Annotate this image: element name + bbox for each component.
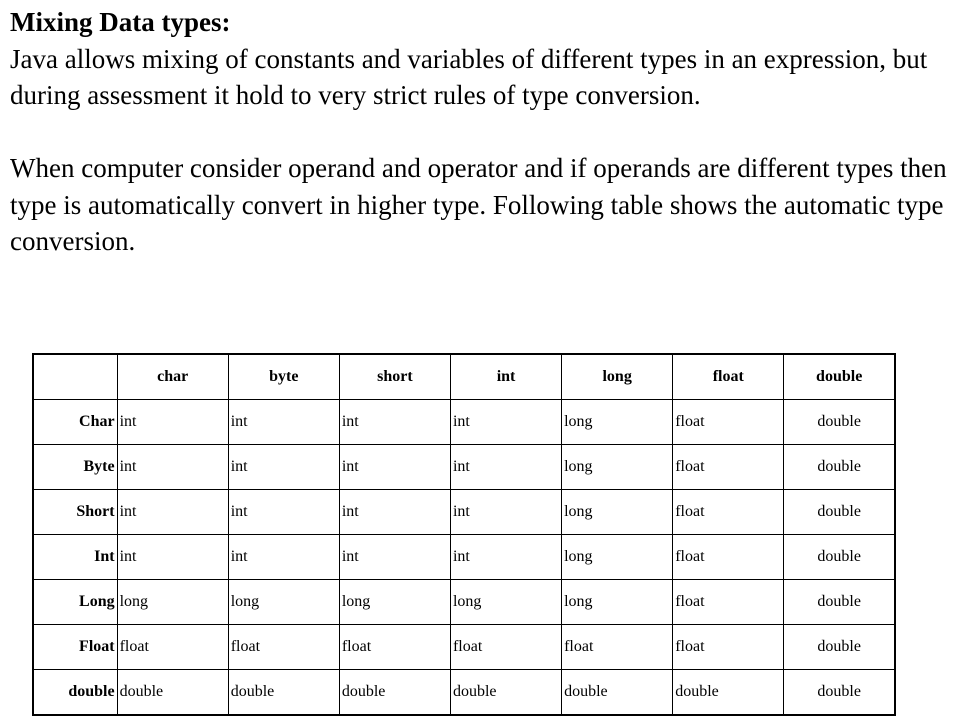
row-header: double — [33, 670, 117, 716]
table-cell: float — [673, 535, 784, 580]
table-cell: double — [784, 670, 895, 716]
table-cell: int — [117, 445, 228, 490]
table-cell: long — [228, 580, 339, 625]
table-cell: int — [339, 445, 450, 490]
table-cell: double — [784, 400, 895, 445]
table-cell: long — [450, 580, 561, 625]
type-conversion-table — [32, 353, 896, 716]
table-body — [33, 400, 895, 716]
table-cell: int — [339, 535, 450, 580]
row-header: Long — [33, 580, 117, 625]
table-cell: double — [450, 670, 561, 716]
row-header: Byte — [33, 445, 117, 490]
table-cell: long — [562, 400, 673, 445]
column-header: int — [450, 354, 561, 400]
table-cell: int — [450, 490, 561, 535]
table-cell: float — [673, 400, 784, 445]
header-row — [33, 354, 895, 400]
column-header: long — [562, 354, 673, 400]
table-cell: float — [562, 625, 673, 670]
table-cell: float — [450, 625, 561, 670]
table-cell: double — [673, 670, 784, 716]
table-cell: double — [562, 670, 673, 716]
table-cell: double — [784, 445, 895, 490]
table-cell: float — [117, 625, 228, 670]
table-row — [33, 535, 895, 580]
intro-paragraph: Java allows mixing of constants and variables of different types in an expression, but during assessment it hold to very strict rules of type conversion. — [10, 43, 928, 110]
column-header: float — [673, 354, 784, 400]
section-heading: Mixing Data types: — [10, 7, 231, 37]
table-cell: long — [117, 580, 228, 625]
table-cell: int — [228, 490, 339, 535]
table-cell: double — [784, 535, 895, 580]
table-cell: double — [339, 670, 450, 716]
table-cell: int — [450, 445, 561, 490]
table-cell: int — [450, 400, 561, 445]
table-cell: float — [673, 490, 784, 535]
table-cell: double — [228, 670, 339, 716]
table-cell: int — [339, 400, 450, 445]
table-cell: float — [228, 625, 339, 670]
table-cell: long — [562, 445, 673, 490]
row-header: Int — [33, 535, 117, 580]
corner-cell — [33, 354, 117, 400]
table-cell: float — [673, 580, 784, 625]
paragraph-spacer — [10, 114, 950, 151]
table-row — [33, 625, 895, 670]
column-header: char — [117, 354, 228, 400]
table-cell: float — [673, 445, 784, 490]
column-header: short — [339, 354, 450, 400]
table-cell: double — [784, 625, 895, 670]
table-cell: int — [117, 490, 228, 535]
table-cell: long — [339, 580, 450, 625]
table-cell: int — [117, 535, 228, 580]
table-cell: long — [562, 490, 673, 535]
column-header: byte — [228, 354, 339, 400]
table-cell: int — [228, 445, 339, 490]
table-cell: float — [673, 625, 784, 670]
row-header: Char — [33, 400, 117, 445]
table-cell: int — [117, 400, 228, 445]
table-row — [33, 445, 895, 490]
table-cell: int — [339, 490, 450, 535]
table-cell: double — [784, 580, 895, 625]
table-cell: long — [562, 580, 673, 625]
table-cell: int — [228, 535, 339, 580]
table-row — [33, 400, 895, 445]
conversion-paragraph: When computer consider operand and operator and if operands are different types then type is automatically convert in higher type. Following table shows the automatic type conversion. — [10, 153, 947, 256]
table-row — [33, 670, 895, 716]
table-cell: double — [117, 670, 228, 716]
table-header — [33, 354, 895, 400]
table-row — [33, 490, 895, 535]
table-cell: int — [228, 400, 339, 445]
row-header: Float — [33, 625, 117, 670]
table-cell: float — [339, 625, 450, 670]
table-row — [33, 580, 895, 625]
table-cell: double — [784, 490, 895, 535]
table-cell: long — [562, 535, 673, 580]
row-header: Short — [33, 490, 117, 535]
text-block — [10, 4, 950, 260]
table-cell: int — [450, 535, 561, 580]
column-header: double — [784, 354, 895, 400]
